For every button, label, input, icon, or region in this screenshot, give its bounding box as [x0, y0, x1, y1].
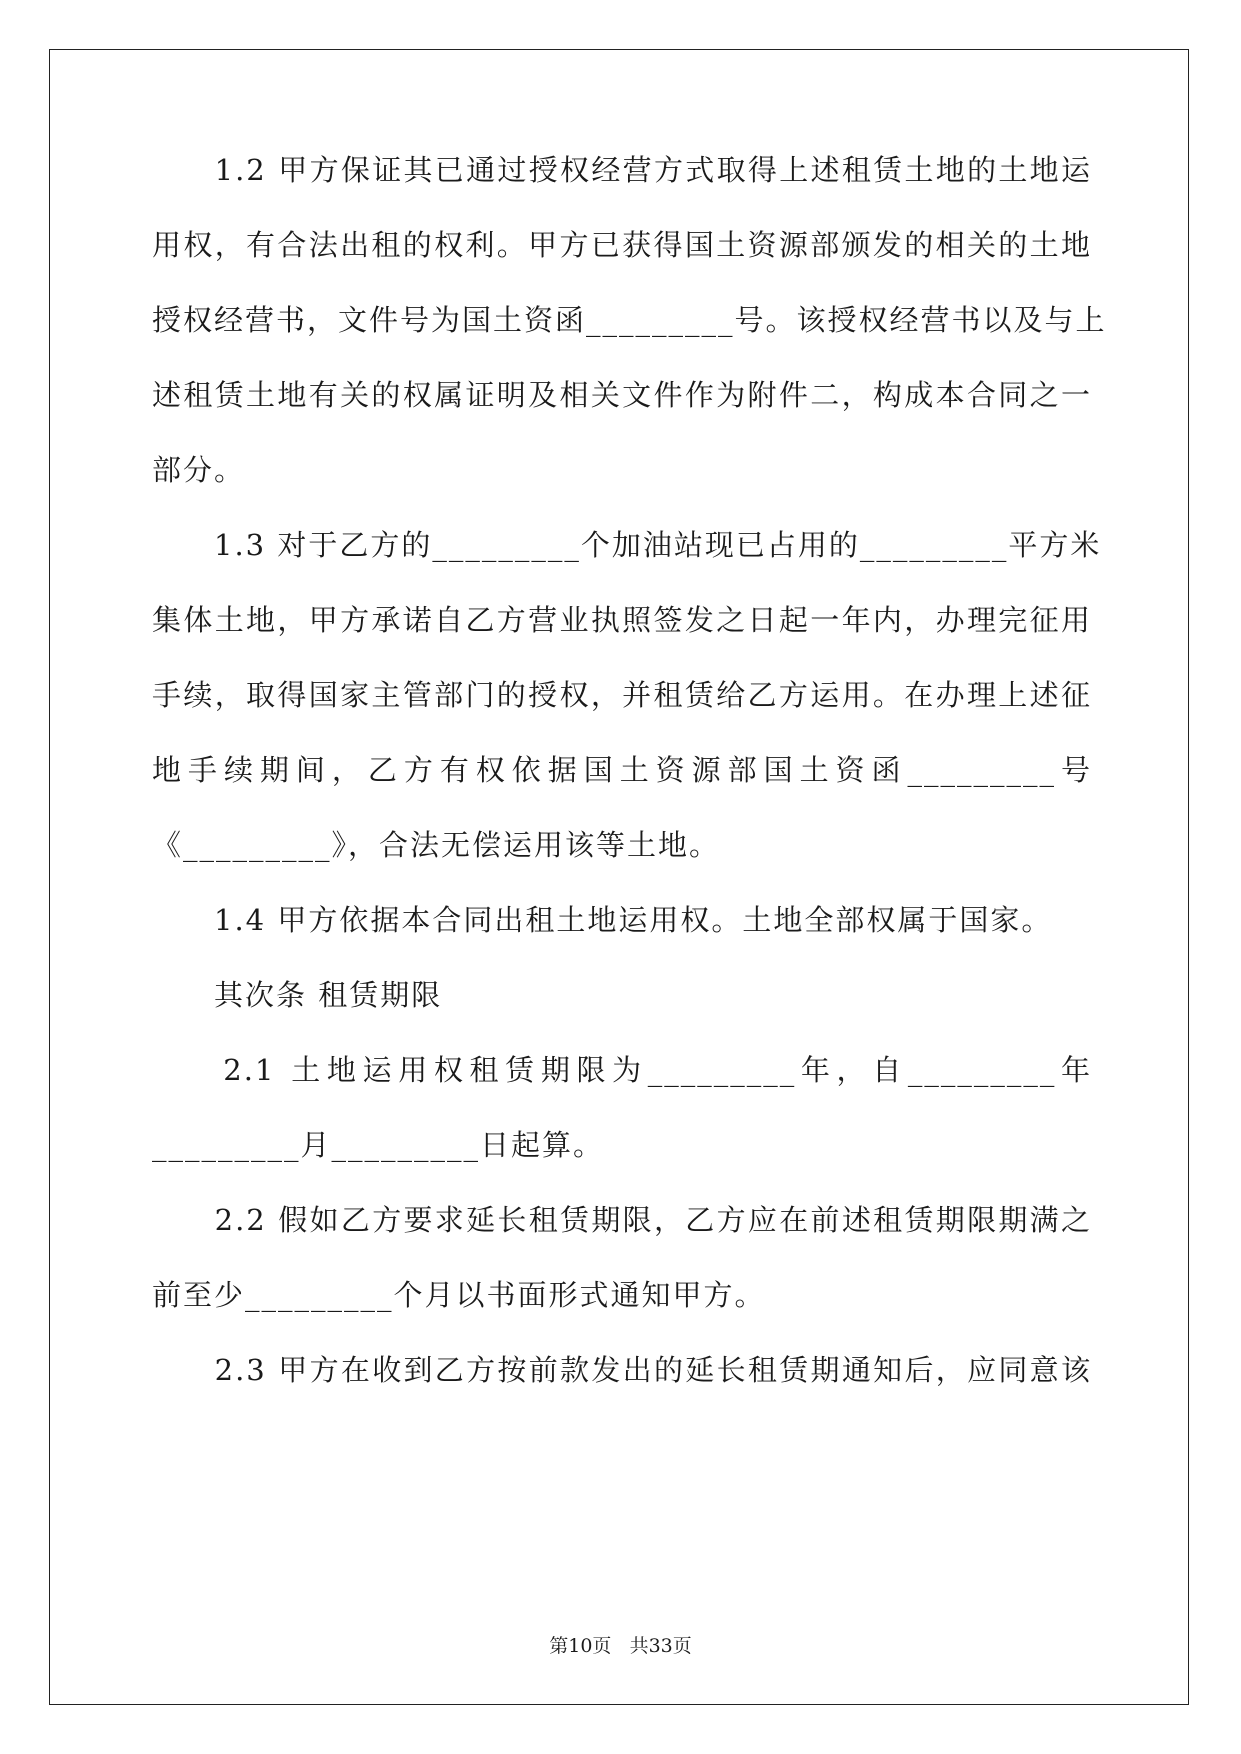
text-line: 2.3 甲方在收到乙方按前款发出的延长租赁期通知后，应同意该 [152, 1353, 1092, 1387]
text-line: 1.4 甲方依据本合同出租土地运用权。土地全部权属于国家。 [152, 903, 1053, 937]
page-border [49, 49, 1189, 1705]
text-line: 集体土地，甲方承诺自乙方营业执照签发之日起一年内，办理完征用 [152, 603, 1092, 637]
text-line: 用权，有合法出租的权利。甲方已获得国土资源部颁发的相关的土地 [152, 228, 1092, 262]
text-line: 地手续期间，乙方有权依据国土资源部国土资函_________号 [152, 753, 1092, 787]
text-line: 授权经营书，文件号为国土资函_________号。该授权经营书以及与上 [152, 303, 1107, 337]
page-number: 第10页 [549, 1635, 612, 1657]
text-line: 前至少_________个月以书面形式通知甲方。 [152, 1278, 766, 1312]
section-heading: 其次条 租赁期限 [152, 978, 443, 1012]
text-line: 1.2 甲方保证其已通过授权经营方式取得上述租赁土地的土地运 [152, 153, 1092, 187]
text-line: 《_________》，合法无偿运用该等土地。 [152, 828, 721, 862]
text-line: 部分。 [152, 453, 246, 487]
page-total: 共33页 [629, 1635, 692, 1657]
page-footer [0, 1631, 1241, 1658]
text-line: 手续，取得国家主管部门的授权，并租赁给乙方运用。在办理上述征 [152, 678, 1092, 712]
text-line: 1.3 对于乙方的_________个加油站现已占用的_________平方米 [152, 528, 1102, 562]
text-line: _________月_________日起算。 [152, 1128, 605, 1162]
text-line: 2.2 假如乙方要求延长租赁期限，乙方应在前述租赁期限期满之 [152, 1203, 1092, 1237]
text-line: 述租赁土地有关的权属证明及相关文件作为附件二，构成本合同之一 [152, 378, 1092, 412]
text-line: 2.1 土地运用权租赁期限为_________年，自_________年 [152, 1053, 1092, 1087]
